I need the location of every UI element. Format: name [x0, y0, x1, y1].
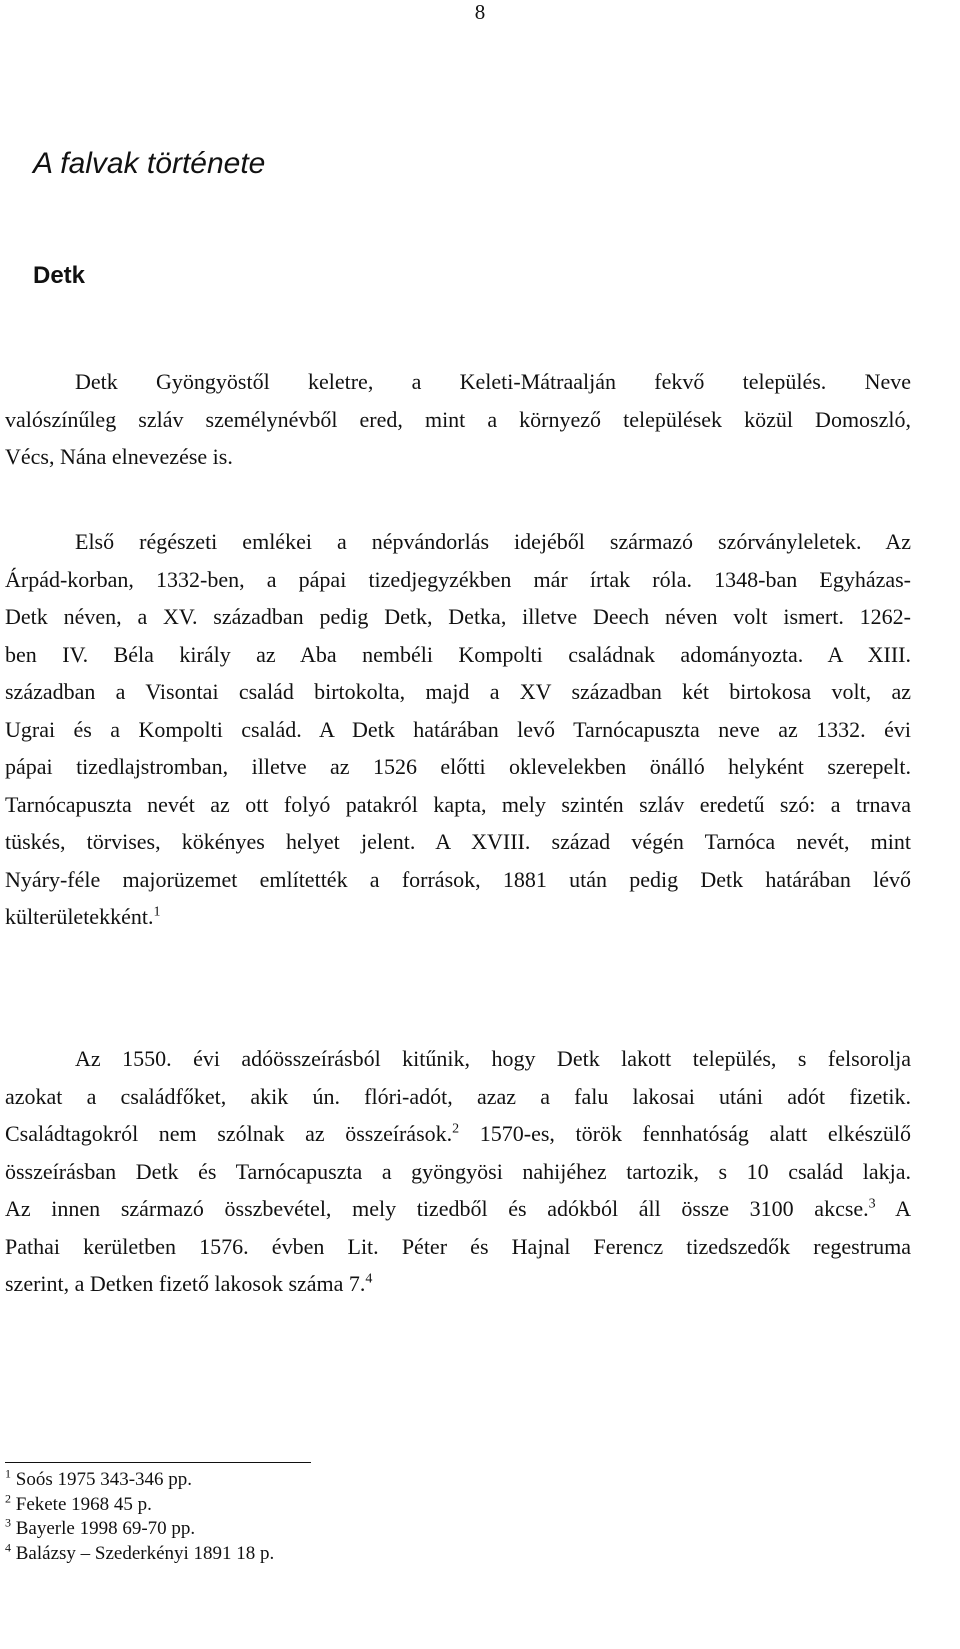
- paragraph-line: tüskés, törvises, kökényes helyet jelent. A XVIII. század végén Tarnóca nevét, mint: [5, 829, 911, 854]
- paragraph-text: Az innen származó összbevétel, mely tizedből és adókból áll össze 3100 akcse.: [5, 1196, 869, 1221]
- paragraph-line: [5, 898, 911, 936]
- footnote: [5, 1493, 274, 1518]
- paragraph-line: Nyáry-féle majorüzemet említették a források, 1881 után pedig Detk határában lévő: [5, 866, 911, 892]
- paragraph-line: ben IV. Béla király az Aba nembéli Kompolti családnak adományozta. A XIII.: [5, 641, 911, 667]
- page-number: 8: [474, 0, 486, 24]
- paragraph-line: Pathai kerületben 1576. évben Lit. Péter és Hajnal Ferencz tizedszedők regestruma: [5, 1233, 911, 1259]
- paragraph-line: valószínűleg szláv személynévből ered, mint a környező települések közül Domoszló,: [5, 406, 911, 432]
- section-title: Detk: [33, 262, 86, 289]
- footnote-ref: 1: [153, 904, 161, 920]
- paragraph-line: összeírásban Detk és Tarnócapuszta a gyöngyösi nahijéhez tartozik, s 10 család lakja.: [5, 1158, 911, 1184]
- paragraph-line: Detk Gyöngyöstől keletre, a Keleti-Mátraalján fekvő település. Neve: [75, 369, 911, 394]
- paragraph-line: Tarnócapuszta nevét az ott folyó patakról kapta, mely szintén szláv eredetű szó: a trnava: [5, 791, 911, 817]
- paragraph-text: szerint, a Detken fizető lakosok száma 7.: [5, 1271, 366, 1296]
- paragraph-3: [5, 1040, 911, 1303]
- paragraph-line: Detk néven, a XV. században pedig Detk, Detka, illetve Deech néven volt ismert. 1262-: [5, 604, 911, 629]
- footnote-separator: [5, 1462, 311, 1463]
- footnote-ref: 4: [365, 1271, 373, 1287]
- paragraph-text: Családtagokról nem szólnak az összeírások.: [5, 1121, 453, 1146]
- footnote: [5, 1468, 274, 1493]
- paragraph-1: [5, 363, 911, 476]
- paragraph-line: azokat a családfőket, akik ún. flóri-adót, azaz a falu lakosai utáni adót fizetik.: [5, 1083, 911, 1109]
- footnote-text: Bayerle 1998 69-70 pp.: [15, 1518, 196, 1539]
- paragraph-2: [5, 523, 911, 936]
- chapter-title: A falvak története: [33, 147, 266, 180]
- paragraph-text: külterületekként.: [5, 904, 154, 929]
- paragraph-line: [5, 1265, 911, 1303]
- footnote: [5, 1542, 274, 1567]
- footnote-number: 4: [5, 1540, 11, 1555]
- footnote: [5, 1517, 274, 1542]
- paragraph-text: A: [875, 1196, 911, 1221]
- paragraph-line: Árpád-korban, 1332-ben, a pápai tizedjegyzékben már írtak róla. 1348-ban Egyházas-: [5, 566, 911, 592]
- paragraph-line: Vécs, Nána elnevezése is.: [5, 444, 233, 469]
- footnote-text: Soós 1975 343-346 pp.: [15, 1469, 193, 1490]
- footnote-ref: 3: [868, 1196, 876, 1212]
- paragraph-line: Ugrai és a Kompolti család. A Detk határában levő Tarnócapuszta neve az 1332. évi: [5, 716, 911, 742]
- footnote-number: 1: [5, 1466, 11, 1481]
- paragraph-line: Első régészeti emlékei a népvándorlás idejéből származó szórványleletek. Az: [75, 529, 911, 554]
- paragraph-line: [5, 1115, 911, 1153]
- footnote-number: 2: [5, 1491, 11, 1506]
- footnote-text: Fekete 1968 45 p.: [15, 1493, 152, 1515]
- paragraph-line: Az 1550. évi adóösszeírásból kitűnik, hogy Detk lakott település, s felsorolja: [75, 1046, 911, 1071]
- paragraph-text: 1570-es, török fennhatóság alatt elkészülő: [459, 1121, 911, 1146]
- footnote-text: Balázsy – Szederkényi 1891 18 p.: [15, 1542, 275, 1564]
- paragraph-line: században a Visontai család birtokolta, majd a XV században két birtokosa volt, az: [5, 679, 911, 704]
- paragraph-line: [5, 1190, 911, 1228]
- footnotes: [5, 1468, 274, 1566]
- footnote-ref: 2: [452, 1121, 460, 1137]
- footnote-number: 3: [5, 1515, 11, 1530]
- paragraph-line: pápai tizedlajstromban, illetve az 1526 előtti oklevelekben önálló helyként szerepelt.: [5, 754, 911, 779]
